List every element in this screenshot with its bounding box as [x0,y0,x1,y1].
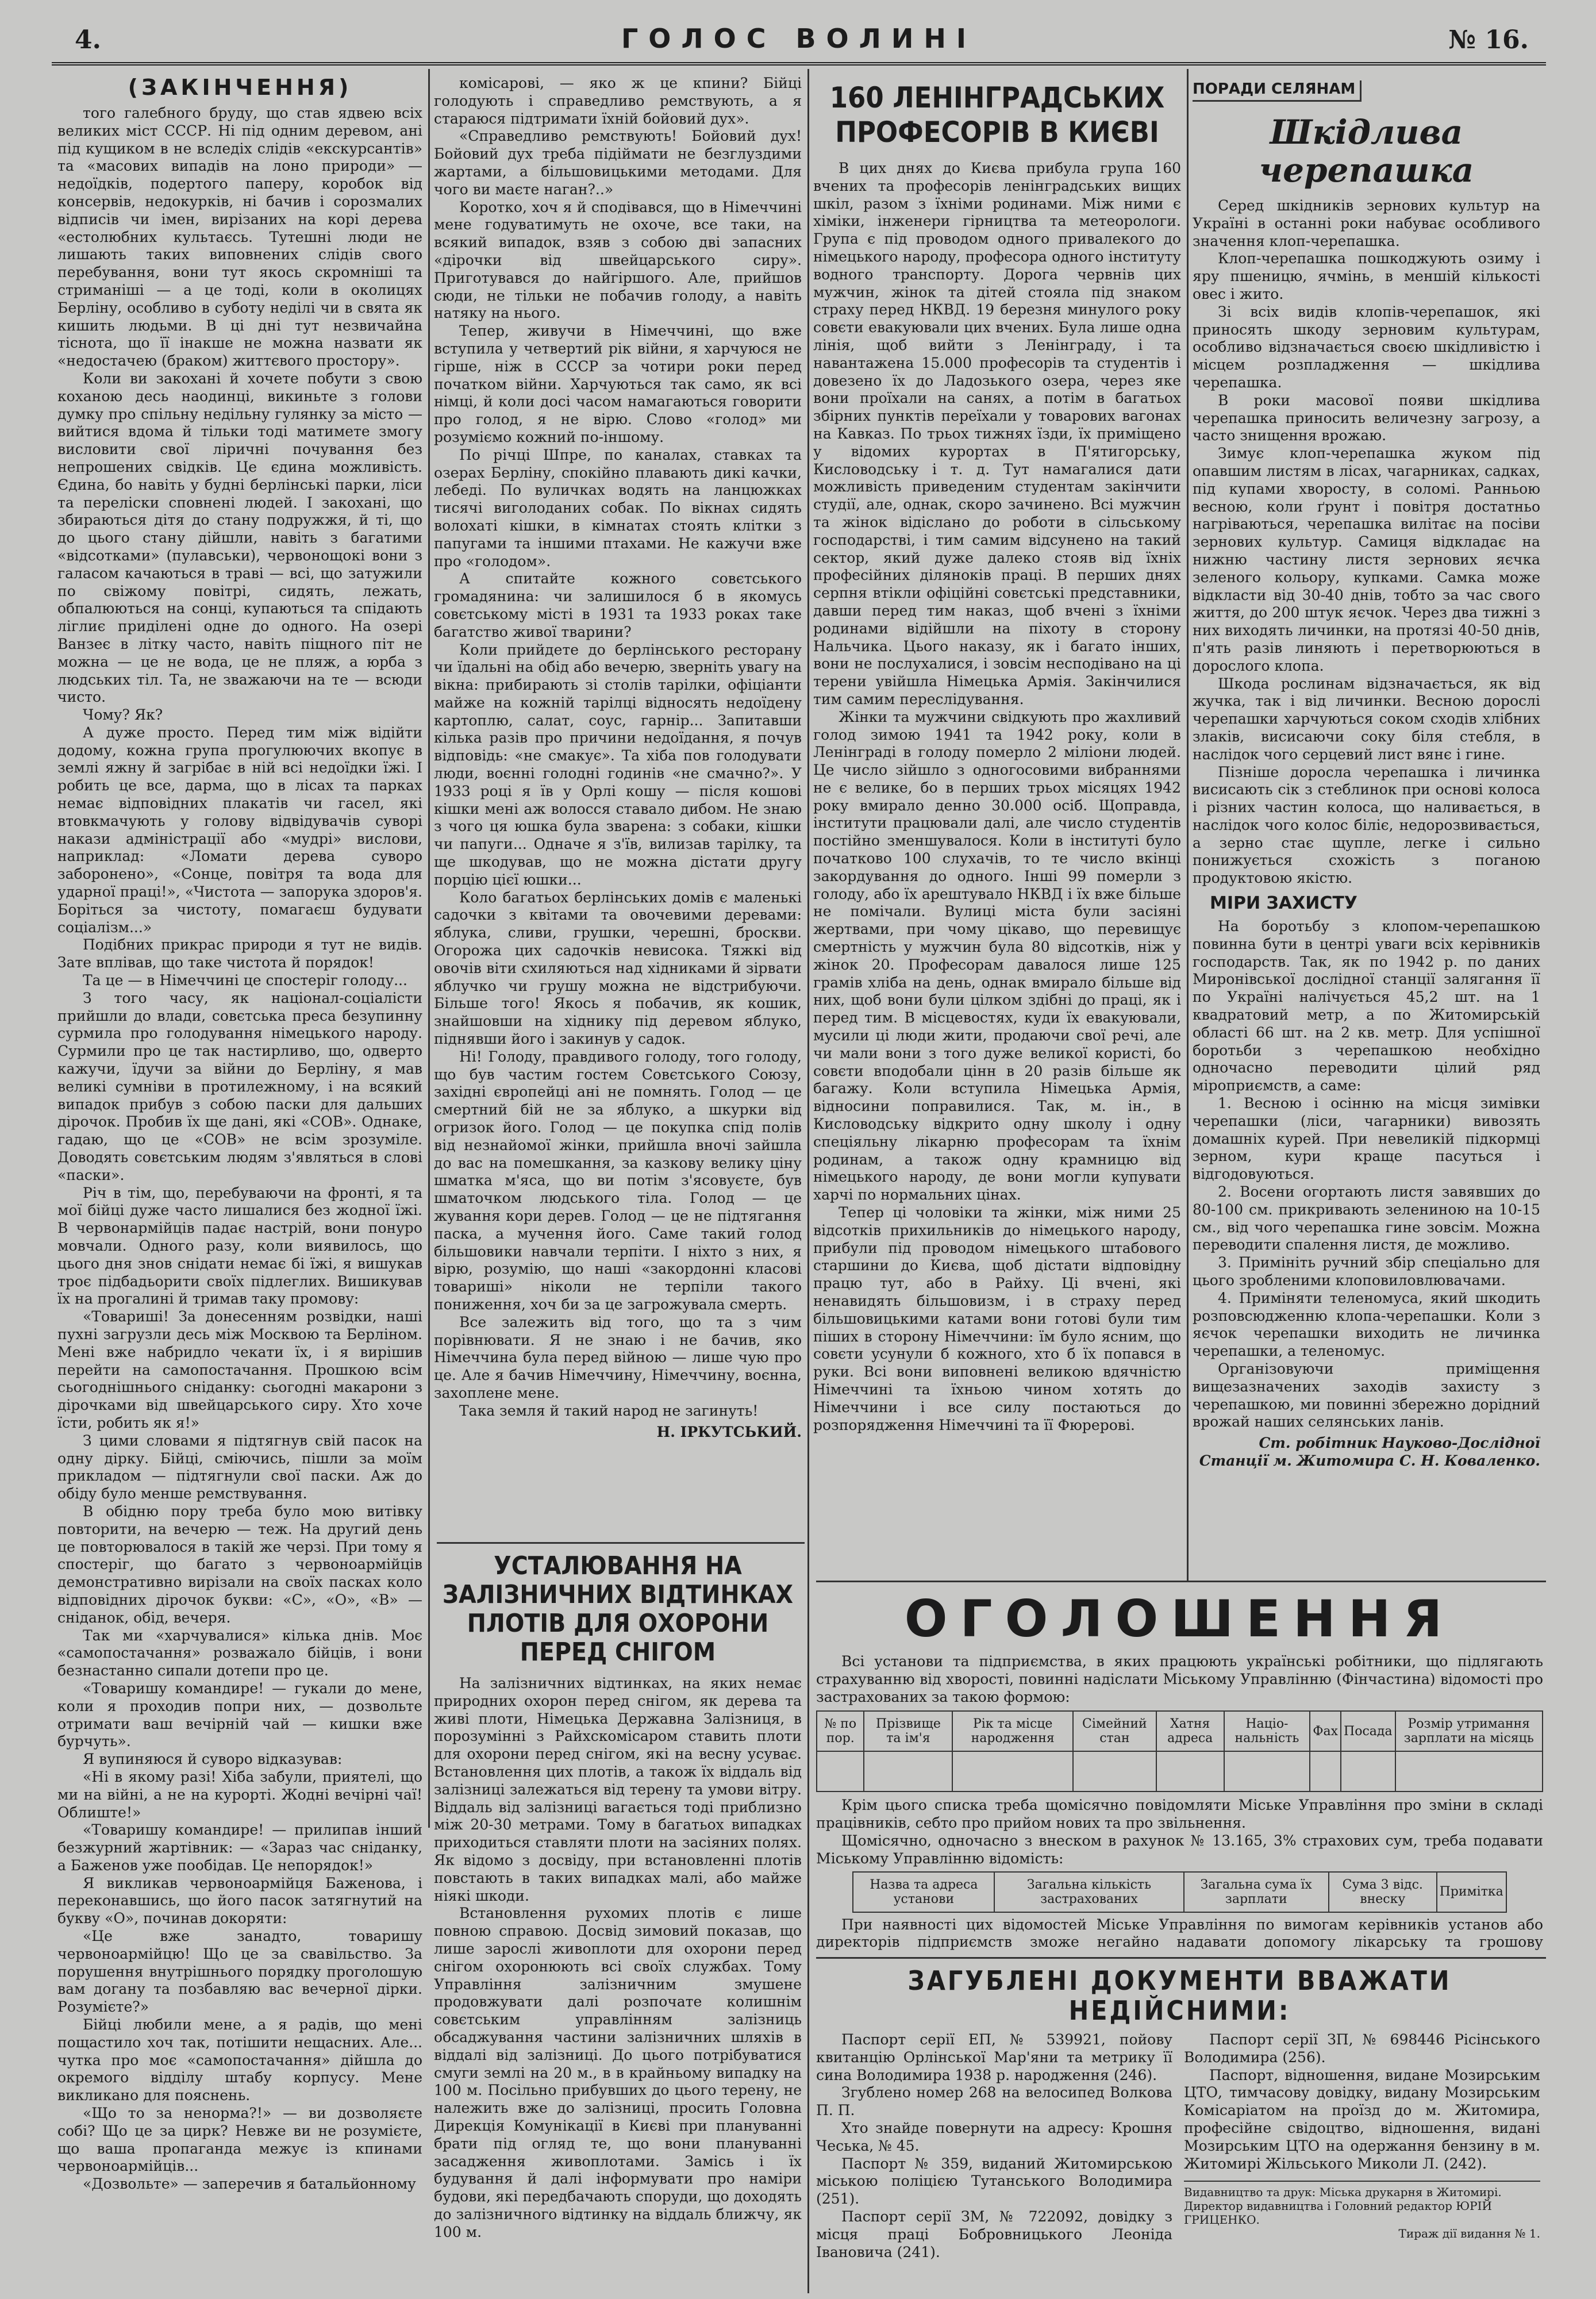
paragraph: Клоп-черепашка пошкоджують озиму і яру пшеницю, ячмінь, в меншій кількості овес і жито. [1193,250,1540,302]
table-header-cell: Посада [1341,1711,1395,1751]
lost-documents-heading: ЗАГУБЛЕНІ ДОКУМЕНТИ ВВАЖАТИ НЕДІЙСНИМИ: [907,1966,1452,2026]
masthead [52,22,1546,66]
farmers-body [1193,197,1540,887]
paragraph: Тепер ці чоловіки та жінки, між ними 25 відсотків прихильників до німецького народу, прибули під проводом німецького штабового старшини до Києва, щоб дістати відповідну працю тут, або в Райху. Ці вчені, які ненавидять більшовизм, і в страху перед більшовицькими катами вони готові були тим піших в сторону Німеччини: їм було ясним, що совєти усунули б кожного, хто б їх попався в руки. Всі вони виповнені великою вдячністю Німеччині та їхньою чином хотять до Німеччини і все силу постаються до розпорядження Німеччині та її Фюрерові. [813,1204,1181,1433]
paragraph: Серед шкідників зернових культур на Україні в останні роки набуває особливого значення клоп-черепашка. [1193,197,1540,249]
professors-body [813,160,1181,1434]
announcements-intro: Всі установи та підприємства, в яких працюють українські робітники, що підлягають страхуванню від хворості, повинні надіслати Міському Управлінню (Фінчастина) відомості про застрахованих за такою формою: [816,1653,1543,1705]
table-header-cell: Сімейний стан [1073,1711,1156,1751]
lost-document-item: Паспорт серії ЗП, № 698446 Рісінського Володимира (256). [1184,2031,1540,2066]
lost-documents [816,1966,1543,2293]
table-header-cell: Загальна кількість застрахованих [994,1872,1183,1912]
paragraph: Я викликав червоноармійця Баженова, і переконавшись, що його пасок затягнутий на букву «О», починав докоряти: [57,1874,422,1927]
column-divider [807,69,809,2293]
newspaper-title: ГОЛОС ВОЛИНІ [621,23,976,54]
paragraph: Так ми «харчувалися» кілька днів. Моє «самопостачання» розважало бійців, і вони безнастанно сипали дотепи про це. [57,1627,422,1679]
imprint-editor: Директор видавництва і Головний редактор ЮРІЙ ГРИЦЕНКО. [1184,2199,1492,2227]
announcements-heading: ОГОЛОШЕННЯ [904,1589,1455,1648]
professors-article [813,80,1181,1575]
paragraph: «Товаришу командире! — гукали до мене, коли я проходив попри них, — дозвольте отримати ваш вечірній чай — кишки вже бурчуть». [57,1679,422,1750]
paragraph: «Це вже занадто, товаришу червоноармійцю! Що це за свавільство. За порушення внутрішнього порядку проголошую вам догану та позбавляю вас вечерної дірки. Розумієте?» [57,1928,422,2016]
lost-document-item: Хто знайде повернути на адресу: Крошня Чеська, № 45. [816,2119,1172,2154]
paragraph: «Справедливо ремствують! Бойовий дух! Бойовий дух треба підіймати не безглуздими жартами, а більшовицькими методами. Для чого ви маєте наган?..» [434,128,802,198]
paragraph: Чому? Як? [83,706,163,724]
lost-document-item: Паспорт, відношення, видане Мозирським ЦТО, тимчасову довідку, видану Мозирським Комісаріатом на проїзд до м. Житомира, професійне свідоцтво, відношення, видані Мозирським ЦТО на одержання бензину в м. Житомирі Жільського Миколи Л. (242). [1184,2066,1540,2172]
farmers-signature: Ст. робітник Науково-Дослідної Станції м. Житомира С. Н. Коваленко. [1199,1435,1540,1469]
paragraph: «Товариші! За донесенням розвідки, наші пухні загрузли десь між Москвою та Берліном. Мені вже набридло чекати їх, і я вирішив перейти на самопостачання. Прошкою всім сьогоднішнього сніданку: сьогодні макарони з дірочками від швейцарського сиру. Хто хоче їсти, робить як я!» [57,1308,422,1431]
paragraph: Коли прийдете до берлінського ресторану чи їдальні на обід або вечерю, зверніть увагу на вікна: прибирають зі столів тарілки, офіціанти майже на кожній тарілці відносять недоїдену картоплю, салат, соус, гарнір... Запитавши кілька разів про причини недоїдання, я почув відповідь: «не смакує». Та хіба пов голодувати люди, воєнні голодні годинів «не смачно?». У 1933 році я їв у Орлі кошу — після кошові кішки мені аж волосся ставало дибом. Не знаю з чого ця юшка була зварена: з собаки, кішки чи папуги... Одначе я з'їв, вилизав тарілку, та ще шкодував, що не можна дістати другу порцію цієї юшки... [434,641,802,888]
table-header-cell: Примітка [1437,1872,1506,1912]
lost-documents-left [816,2031,1172,2261]
announcements-note-2: Щомісячно, одночасно з внеском в рахунок № 13.165, 3% страхових сум, треба подавати Міському Управлінню відомість: [816,1832,1543,1867]
paragraph: «Ні в якому разі! Хіба забули, приятелі, що ми на війні, а не на курорті. Жодні вечірні чаї! Облиште!» [57,1768,422,1821]
paragraph: Організовуючи приміщення вищезазначених заходів захисту з черепашкою, ми повинні збережно дорідний врожай наших селянських ланів. [1193,1360,1540,1431]
paragraph: В цих днях до Києва прибула група 160 вчених та професорів ленінградських вищих шкіл, разом з їхніми родинами. Між ними є хіміки, інженери гірництва та метеорологи. Група є під проводом одного привалекого до німецького народу, професора одного інституту водного транспорту. Дорога червнів цих мужчин, жінок та дітей стояла під знаком страху перед НКВД. 19 березня минулого року совєти евакуювали цих вчених. Була лише одна лінія, щоб вийти з Ленінграду, і та навантажена 15.000 професорів та студентів і довезено їх до Ладозького озера, через яке вони проїхали на санях, а потім в багатьох збірних пунктів переїхали у товарових вагонах на Кавказ. По трьох тижнях їзди, їх приміщено у відомих курортах в П'ятигорську, Кисловодську і т. д. Тут намагалися дати можливість приведеним студентам закінчити студії, але, однак, скоро зачинено. Всі мужчин та жінок відіслано до роботи в сільському господарстві, і тим самим відсунено на такий сектор, який дуже далеко стояв від їхніх професійних діляноків праці. В перших днях серпня втікли офіційні совєтські представники, давши перед тим наказ, щоб вчені з їхніми родинами відійшли на піхоту в сторону Нальчика. Цього наказу, як і багато інших, вони не послухалися, і зовсім несподівано на ці терени увійшла Німецька Армія. Закінчилися тим самим переслідування. [813,160,1181,708]
paragraph: 4. Приміняти теленомуса, який шкодить розповсюдженню клопа-черепашки. Коли з яєчок черепашки виходить не личинка черепашки, а теленомус. [1193,1289,1540,1360]
lost-document-item: Паспорт № 359, виданий Житомирською міською поліцією Тутанського Володимира (251). [816,2155,1172,2208]
lost-document-item: Паспорт серії ЗМ, № 722092, довідку з місця праці Бобровницького Леоніда Івановича (241). [816,2208,1172,2260]
paragraph: того галебного бруду, що став ядвею всіх великих міст СССР. Ні під одним деревом, ані під кущиком в не вследіх слідів «екскурсантів» та «масових випадів на лоно природи» — недоїдків, подертого паперу, коробок від консервів, недокурків, ні бачив і сорозмалих відписів чи імен, вирізаних на корі дерева «естолюбних культаєсь. Тутешні люди не лишають таких виповнених слідів свого перебування, вони тут якось скромніші та стриманіші — а це тоді, коли в околицях Берліну, особливо в суботу неділі чи в свята як кишить людьми. В ці дні тут незвичайна тіснота, що її інакше не можна назвати як «недостачею (браком) життєвого простору». [57,105,422,370]
paragraph: Все залежить від того, що та з чим порівнювати. Я не знаю і не бачив, яко Німеччина була перед війною — лише чую про це. Але я бачив Німеччину, Німеччину, воєнна, захоплене мене. [434,1313,802,1401]
snow-fence-article [434,1552,802,2293]
table-header-cell: № по пор. [817,1711,864,1751]
paragraph: 2. Восени огортають листя завявших до 80-100 см. прикривають зелениною на 10-15 см., від чого черепашка гине зовсім. Можна переводити спалення листя, де можливо. [1193,1183,1540,1254]
column-divider [1187,69,1189,1581]
paragraph: Пізніше доросла черепашка і личинка висисають сік з стеблинок при основі колоса і різних частин колоса, що наливається, в наслідок чого колос біліє, недорозвивається, а зерно стає щупле, легке і сильно понижується схожість з поганою продуктовою якістю. [1193,763,1540,887]
paragraph: комісарові, — яко ж це кпини? Бійці голодують і справедливо ремствують, а я стараюся підтримати їхній бойовий дух». [434,75,802,127]
paragraph: По річці Шпре, по каналах, ставках та озерах Берліну, спокійно плавають дикі качки, лебеді. По вуличках водять на ланцюжках тисячі виголоданих собак. По вікнах сидять волохаті кішки, в кімнатах стоять клітки з папугами та іншими птахами. Не кажучи вже про «голодом». [434,446,802,570]
contribution-form-table [852,1871,1507,1913]
table-header-cell: Фах [1310,1711,1341,1751]
imprint-publisher: Видавництво та друк: Міська друкарня в Житомирі. [1184,2185,1502,2200]
article-signature: Н. ІРКУТСЬКИЙ. [656,1423,802,1440]
paragraph: З цими словами я підтягнув свій пасок на одну дірку. Бійці, сміючись, пішли за моїм прикладом — підтягнули свої паски. Аж до обіду було менше ремствування. [57,1432,422,1502]
measures-body [1193,918,1540,1431]
paragraph: В обідню пору треба було мою витівку повторити, на вечерю — теж. На другий день це повторювалося в такій же черзі. При тому я спостеріг, що багато з червоноармійців демонстративно вирізали на своїх пасках коло відповідних дірочок букви: «С», «О», «В» — сніданок, обід, вечеря. [57,1502,422,1626]
continuation-heading: (ЗАКІНЧЕННЯ) [128,75,352,100]
table-header-cell: Прізвище та ім'я [864,1711,952,1751]
announcements-note-1: Крім цього списка треба щомісячно повідомляти Міське Управління про зміни в складі працівників, себто про прийом нових та про звільнення. [816,1797,1543,1832]
rubric-label: ПОРАДИ СЕЛЯНАМ [1193,80,1362,102]
section-divider [437,1542,805,1544]
insured-form-table [816,1710,1543,1792]
paragraph: Бійці любили мене, а я радів, що мені пощастило хоч так, потішити нещасних. Але... чутка про моє «самопостачання» дійшла до окремого відділу штабу корпусу. Мене викликано для пояснень. [57,2016,422,2104]
paragraph: На залізничних відтинках, на яких немає природних охорон перед снігом, як дерева та живі плоти, Німецька Державна Залізниця, в порозумінні з Райхскомісаром ставить плоти для охорони перед снігом, які на весну усуває. Встановлення цих плотів, а також їх віддаль від залізниці залежаться від терену та умови вітру. Віддаль від залізниці вагається тоді приблизно між 20-30 метрами. Тому в багатьох випадках приходиться ставляти плоти на засіяних полях. Як відомо з досвіду, при встановленні плотів повстають в таких випадках малі, або майже ніякі шкоди. [434,1675,802,1904]
paragraph: Жінки та мужчини свідкують про жахливий голод зимою 1941 та 1942 року, коли в Ленінграді в голоду померло 2 міліони людей. Це число зійшло з одногосовими вибраннями не є велике, бо в перших трьох місяцях 1942 року вмирало денно 30.000 осіб. Щоправда, інститути працювали далі, але число студентів постійно зменшувалося. Коли в інституті було початково 100 слухачів, то те число вкінці закордування до одного. Інші 99 померли з голоду, або їх арештувало НКВД і їх вже більше не помічали. Вулиці міста були засіяні жертвами, при чому цікаво, що перевищує смертність у мужчин була 80 відсотків, ніж у жінок 20. Професорам давалося лише 125 грамів хліба на день, однак вмирало більше від них, щоб вони були цілком здібні до праці, як і перед тим. В місцевостях, куди їх евакуювали, мусили ці люди жити, продаючи свої речі, але чи мали вони з того дуже великої користі, бо совєти вподобали цінн в 20 разів більше як багажу. Коли вступила Німецька Армія, відносини поправилися. Так, м. ін., в Кисловодську відкрито одну школу і одну спеціяльну лікарню професорам та їхнім родинам, а також одну крамницю від німецького народу, де вони могли купувати харчі по нормальних цінах. [813,708,1181,1204]
table-header-cell: Хатня адреса [1156,1711,1224,1751]
farmers-article [1193,80,1540,1575]
paragraph: На боротьбу з клопом-черепашкою повинна бути в центрі уваги всіх керівників господарств. Так, як по 1942 р. по даних Миронівської дослідної станції залягання її по Україні налічується 45,2 шт. на 1 квадратовий метр, а по Житомирській області 66 шт. на 2 кв. метр. Для успішної боротьби з черепашкою необхідно одночасно переводити цілий ряд міроприємств, а саме: [1193,918,1540,1094]
table-header-cell: Рік та місце народження [952,1711,1073,1751]
paragraph: А дуже просто. Перед тим між відійти додому, кожна група прогулюючих вкопує в землі яжну й загрібає в ній всі недоїдки їжі. І робить це все, дарма, що в лісах та парках немає відповідних плакатів чи гасел, які втовкмачують у голову відвідувачів суворі накази адміністрації або «мудрі» вислови, наприклад: «Ломати дерева суворо заборонено», «Сонце, повітря та вода для ударної праці!», «Чистота — запорука здоров'я. Боріться за чистоту, помагаєш будувати соціалізм...» [57,724,422,936]
paragraph: «Дозвольте» — заперечив я батальйонному [83,2175,416,2193]
paragraph: Коли ви закохані й хочете побути з свою коханою десь наодинці, викиньте з голови думку про спільну недільну гулянку за місто — вийтися вдома й тільки тоді матимете змогу висловити свої ліричні почування без непрошених свідків. Це єдина можливість. Єдина, бо навіть у будні берлінські парки, ліси та переліски сповнені людей. І закохані, що збираються дітя до стану подружжя, й ті, що до цього стану дійшли, навіть з багатими «відсотками» (пулавськи), червонощокі вони з галасом качаються в траві — всі, що затужили по свіжому повітрі, сидять, лежать, обпалюються на сонці, купаються та спідають ліглиє приділені одне до одного. На озері Ванзеє в літку часто, навіть піщного піт не можна — це не вода, це не пляж, а юрба з людських тіл. Та, не зважаючи на те — всюди чисто. [57,370,422,706]
paragraph: З того часу, як націонал-соціалісти прийшли до влади, совєтська преса безупинну сурмила про голодування німецького народу. Сурмили про це так настирливо, що, одверто кажучи, їдучи за війни до Берліну, я мав великі сумніви в протилежному, і на всякий випадок прибув з собою паски для дальших дірочок. Пробив їх ще дані, які «СОВ». Однаке, гадаю, що це «СОВ» не всім зрозуміле. Доводять совєтським людям з'являться в слові «паски». [57,989,422,1183]
table-header-cell: Назва та адреса установи [853,1872,994,1912]
table-header-cell: Сума 3 відс. внеску [1329,1872,1437,1912]
paragraph: Зимує клоп-черепашка жуком під опавшим листям в лісах, чагарниках, садках, під купами хворосту, в соломі. Ранньою весною, коли ґрунт і повітря достатньо нагріваються, черепашка вилітає на посіви зернових культур. Самиця відкладає на нижню частину листя зернових яєчка зеленого кольору, купками. Самка може відкласти від 30-40 днів, тобто за час свого життя, до 200 штук яєчок. Через два тижні з них виходять личинки, на протязі 40-50 днів, п'ять разів линяють і перетворюються в дорослого клопа. [1193,445,1540,674]
paragraph: «Що то за ненорма?!» — ви дозволяєте собі? Що це за цирк? Невже ви не розумієте, що ваша пропаганда межує із кпинами червоноармійців... [57,2105,422,2175]
paragraph: Подібних прикрас природи я тут не видів. Зате вплівав, що таке чистота й порядок! [57,936,422,971]
paragraph: Річ в тім, що, перебуваючи на фронті, я та мої бійці дуже часто лишалися без жодної їжі. В червонармійців падає настрій, вони понуро мовчали. Одного разу, коли виявилось, що цього дня знов снідати немає бі їжі, я вишукав троє підбадьорити своїх підлеглих. Вишикував їх на прогалині й тримав таку промову: [57,1184,422,1308]
snow-fence-title: УСТАЛЮВАННЯ НА ЗАЛІЗНИЧНИХ ВІДТИНКАХ ПЛОТІВ ДЛЯ ОХОРОНИ ПЕРЕД СНІГОМ [442,1552,794,1667]
paragraph: Коло багатьох берлінських домів є маленькі садочки з квітами та овочевими деревами: яблука, сливи, грушки, черешні, броскви. Огорожа цих садочків невисока. Тяжкі від овочів віти схиляються над хідниками й зірвати яблучко чи грушу можна не відстрибуючи. Більше того! Якось я побачив, як кошик, знайшовши на хіднику під деревом яблуко, піднявши його і закинув у садок. [434,889,802,1048]
left-article-body [57,105,422,2193]
measures-heading: МІРИ ЗАХИСТУ [1210,893,1357,914]
paragraph: Ні! Голоду, правдивого голоду, того голоду, що був частим гостем Совєтського Союзу, західні європейці ані не помнять. Голод — це смертний бій не за яблуко, а шкурки від огризок його. Голод — це покупка спід полів від незнайомої жінки, прийшла вночі зайшла до вас на помешкання, за казкову велику ціну шматка м'яса, що ви потім з'ясовуєте, був шматочком людського тіла. Голод — це жування кори дерев. Голод — це не підтягання паска, а мучення його. Саме такий голод більшовики навчали терпіти. І ніхто з них, я вірю, розумію, що наші «закордонні класові товариші» ніколи не терпіли такого пониження, хоч би за це загрожувала смерть. [434,1048,802,1313]
paragraph: Така земля й такий народ не загинуть! [459,1402,759,1419]
paragraph: Шкода рослинам відзначається, як від жучка, так і від личинки. Весною дорослі черепашки харчуються соком сходів хлібних злаків, висисаючи соку біля стебля, в наслідок чого серцевий лист вянє і гине. [1193,675,1540,763]
paragraph: Коротко, хоч я й сподівався, що в Німеччині мене годуватимуть не охоче, все таки, на всякий випадок, взяв з собою дві запасних «дірочки від швейцарського сиру». Приготувався до найгіршого. Але, прийшов сюди, не тільки не побачив голоду, а навіть натяку на нього. [434,198,802,322]
paragraph: Та це — в Німеччині це спостеріг голоду... [83,972,407,989]
imprint-print-run: Тираж дії видання № 1. [1398,2227,1540,2241]
table-header-cell: Загальна сума їх зарплати [1184,1872,1329,1912]
table-header-cell: Націо-нальність [1224,1711,1310,1751]
paragraph: «Товаришу командире! — прилипав інший безжурний жартівник: — «Зараз час сніданку, а Баженов уже пообідав. Це непорядок!» [57,1821,422,1874]
professors-title: 160 ЛЕНІНГРАДСЬКИХ ПРОФЕСОРІВ В КИЄВІ [829,81,1165,149]
paragraph: Тепер, живучи в Німеччині, що вже вступила у четвертий рік війни, я харчуюся не гірше, ніж в СССР за чотири роки перед початком війни. Харчуються так само, як всі німці, й коли досі часом намагаються говорити про голод, я не вірю. Слово «голод» ми розуміємо кожний по-іншому. [434,322,802,445]
lost-document-item: Згублено номер 268 на велосипед Волкова П. П. [816,2084,1172,2119]
announcements-closing: При наявності цих відомостей Міське Управління по вимогам керівників установ або директорів підприємств зможе негайно надавати допомогу лікарську та грошову [816,1916,1543,1951]
lost-document-item: Паспорт серії ЕП, № 539921, пойову квитанцію Орлінської Мар'яни та метрику її сина Володимира 1938 р. народження (246). [816,2031,1172,2083]
paragraph: В роки масової появи шкідлива черепашка приносить величезну загрозу, а часто знищення врожаю. [1193,391,1540,444]
announcements [816,1589,1543,1951]
paragraph: А спитайте кожного совєтського громадянина: чи залишилося б в якомусь совєтському місті в 1931 та 1933 роках таке багатство живої тварини? [434,570,802,640]
paragraph: Встановлення рухомих плотів є лише повною справою. Досвід зимовий показав, що лише зарослі живоплоти для охорони перед снігом охоронюють всі своїх службах. Тому Управління залізничним змушене продовжувати далі розпочате колишнім совєтським управлінням залізниць обсаджування частини залізничних шляхів в віддалі від залізниці. До цього потрібуватися смуги землі на 20 м., в в крайньому випадку на 100 м. Посільно прибувших до цього терену, не належить вже до залізниці, просить Головна Дирекція Комунікації в Києві при плануванні брати під огляд те, що вони плануванні засадження живоплотами. Замісь і їх будування й далі інформувати про наміри будови, які передбачають споруди, що доходять до залізничного відтинку на віддаль ближчу, як 100 м. [434,1905,802,2240]
section-divider [816,1957,1546,1959]
page-number: 4. [75,25,101,55]
paragraph: 1. Весною і осінню на місця зимівки черепашки (ліси, чагарники) вивозять домашніх курей. При невеликій підкормці зерном, кури краще пасуться і відгодовуються. [1193,1095,1540,1183]
farmers-title: Шкідлива черепашка [1259,113,1474,190]
paragraph: Я вупиняюся й суворо відказував: [83,1751,343,1768]
paragraph: 3. Примініть ручний збір спеціально для цього зробленими клоповиловлювачами. [1193,1254,1540,1289]
middle-article [434,75,802,1537]
left-article [57,75,422,2288]
snow-fence-body [434,1675,802,2242]
middle-article-body [434,75,802,1420]
paragraph: Зі всіх видів клопів-черепашок, які приносять шкоду зерновим культурам, особливо відзначається своєю шкідливістю і місцем розпладження — шкідлива черепашка. [1193,303,1540,391]
section-divider [816,1581,1546,1582]
lost-documents-right [1184,2031,1540,2173]
table-header-cell: Розмір утримання зарплати на місяць [1395,1711,1543,1751]
issue-number: № 16. [1448,25,1529,55]
column-divider [428,69,430,1828]
